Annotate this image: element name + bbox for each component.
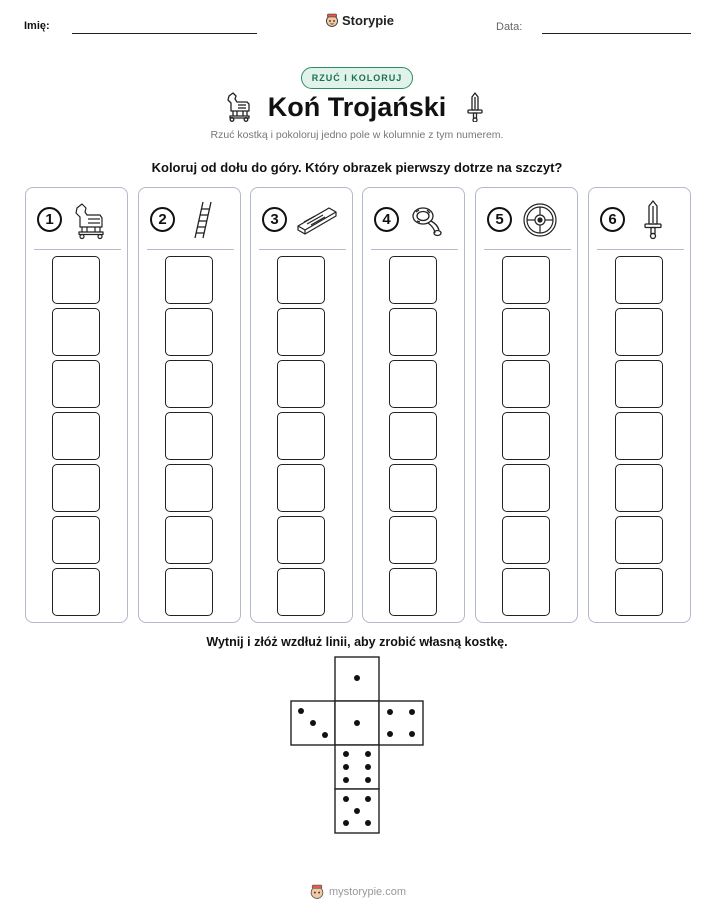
column-5: [475, 187, 578, 623]
color-cell[interactable]: [165, 412, 213, 460]
column-6: [588, 187, 691, 623]
color-cell[interactable]: [52, 360, 100, 408]
activity-badge: RZUĆ I KOLORUJ: [301, 67, 413, 89]
column-header: [251, 188, 352, 250]
color-cell[interactable]: [389, 464, 437, 512]
column-divider: [371, 249, 458, 250]
column-number: 3: [262, 207, 287, 232]
instruction-heading: Koloruj od dołu do góry. Który obrazek pierwszy dotrze na szczyt?: [151, 160, 563, 175]
color-cell[interactable]: [165, 464, 213, 512]
color-cell[interactable]: [502, 256, 550, 304]
color-cell[interactable]: [277, 308, 325, 356]
color-cell[interactable]: [277, 256, 325, 304]
brand-logo: [325, 13, 394, 28]
color-cell[interactable]: [277, 412, 325, 460]
column-2: [138, 187, 241, 623]
column-header: [363, 188, 464, 250]
color-cell[interactable]: [389, 256, 437, 304]
color-cell[interactable]: [52, 568, 100, 616]
color-cell[interactable]: [52, 412, 100, 460]
color-cell[interactable]: [502, 412, 550, 460]
color-cell[interactable]: [389, 308, 437, 356]
color-cell[interactable]: [389, 360, 437, 408]
color-cell[interactable]: [615, 360, 663, 408]
page-title: Koń Trojański: [267, 92, 447, 122]
storypie-mascot-icon: [309, 884, 325, 900]
color-cell[interactable]: [502, 516, 550, 564]
sword-icon: [466, 92, 484, 122]
ladder-icon: [183, 200, 223, 240]
color-cell[interactable]: [165, 308, 213, 356]
column-divider: [147, 249, 234, 250]
column-1: [25, 187, 128, 623]
column-header: [26, 188, 127, 250]
column-number: 2: [150, 207, 175, 232]
column-divider: [484, 249, 571, 250]
color-cell[interactable]: [52, 464, 100, 512]
name-write-line[interactable]: [72, 33, 257, 34]
name-label: Imię:: [24, 20, 50, 32]
color-cell[interactable]: [165, 360, 213, 408]
column-number: 4: [374, 207, 399, 232]
column-divider: [34, 249, 121, 250]
color-cell[interactable]: [165, 568, 213, 616]
sword-icon: [633, 200, 673, 240]
column-header: [139, 188, 240, 250]
date-write-line[interactable]: [542, 33, 691, 34]
color-cell[interactable]: [52, 308, 100, 356]
column-header: [476, 188, 577, 250]
color-cell[interactable]: [615, 412, 663, 460]
color-cell[interactable]: [52, 256, 100, 304]
footer-url[interactable]: mystorypie.com: [329, 886, 407, 898]
color-cell[interactable]: [277, 568, 325, 616]
round-shield-icon: [520, 200, 560, 240]
column-3: [250, 187, 353, 623]
die-face-6: [335, 745, 379, 789]
column-header: [589, 188, 690, 250]
column-4: [362, 187, 465, 623]
trojan-horse-icon: [70, 200, 110, 240]
color-cell[interactable]: [165, 256, 213, 304]
subtitle: Rzuć kostką i pokoloruj jedno pole w kolumnie z tym numerem.: [210, 129, 504, 141]
color-cell[interactable]: [277, 464, 325, 512]
color-cell[interactable]: [389, 516, 437, 564]
die-net-cutout[interactable]: [290, 656, 426, 836]
column-divider: [259, 249, 346, 250]
color-cell[interactable]: [277, 360, 325, 408]
color-cell[interactable]: [389, 568, 437, 616]
brand-name: Storypie: [342, 13, 395, 28]
color-cell[interactable]: [502, 360, 550, 408]
column-number: 6: [600, 207, 625, 232]
color-cell[interactable]: [277, 516, 325, 564]
column-number: 5: [487, 207, 512, 232]
color-cell[interactable]: [615, 256, 663, 304]
color-cell[interactable]: [502, 308, 550, 356]
date-label: Data:: [496, 21, 523, 33]
footer: [309, 884, 406, 900]
color-cell[interactable]: [615, 568, 663, 616]
color-cell[interactable]: [165, 516, 213, 564]
wooden-plank-icon: [295, 200, 339, 240]
color-cell[interactable]: [502, 568, 550, 616]
cut-instruction: Wytnij i złóż wzdłuż linii, aby zrobić własną kostkę.: [206, 635, 508, 649]
color-cell[interactable]: [52, 516, 100, 564]
rope-icon: [407, 200, 447, 240]
storypie-mascot-icon: [325, 13, 339, 28]
color-cell[interactable]: [389, 412, 437, 460]
die-face-4-right: [379, 701, 423, 745]
color-cell[interactable]: [615, 464, 663, 512]
column-divider: [597, 249, 684, 250]
color-cell[interactable]: [502, 464, 550, 512]
color-cell[interactable]: [615, 308, 663, 356]
color-cell[interactable]: [615, 516, 663, 564]
column-number: 1: [37, 207, 62, 232]
